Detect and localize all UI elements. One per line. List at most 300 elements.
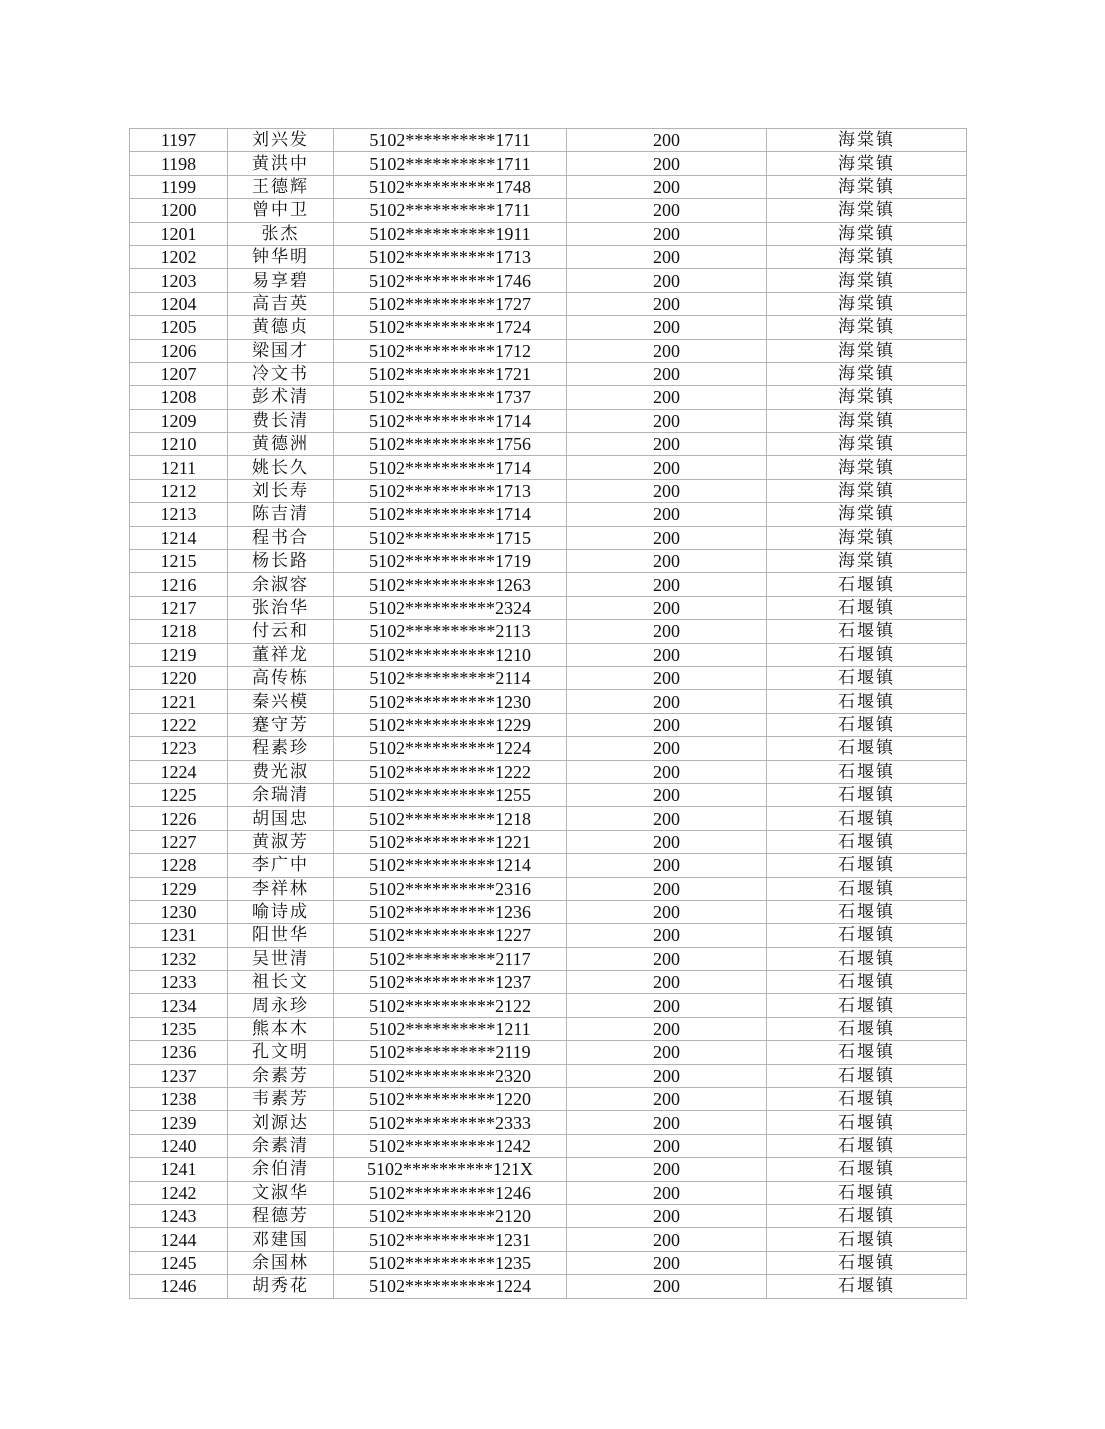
id-number-cell: 5102**********1715	[334, 526, 567, 549]
person-name-cell: 胡秀花	[228, 1275, 334, 1298]
amount-cell: 200	[567, 854, 767, 877]
row-number-cell: 1221	[130, 690, 228, 713]
amount-cell: 200	[567, 503, 767, 526]
id-number-cell: 5102**********1711	[334, 199, 567, 222]
person-name-cell: 孔文明	[228, 1041, 334, 1064]
table-row	[130, 643, 967, 666]
town-cell: 海棠镇	[767, 245, 967, 268]
row-number-cell: 1232	[130, 947, 228, 970]
town-cell: 石堰镇	[767, 737, 967, 760]
person-name-cell: 黄德贞	[228, 316, 334, 339]
town-cell: 石堰镇	[767, 690, 967, 713]
id-number-cell: 5102**********1210	[334, 643, 567, 666]
row-number-cell: 1231	[130, 924, 228, 947]
row-number-cell: 1239	[130, 1111, 228, 1134]
town-cell: 海棠镇	[767, 362, 967, 385]
town-cell: 石堰镇	[767, 1275, 967, 1298]
town-cell: 石堰镇	[767, 877, 967, 900]
id-number-cell: 5102**********1237	[334, 971, 567, 994]
amount-cell: 200	[567, 971, 767, 994]
person-name-cell: 余伯清	[228, 1158, 334, 1181]
amount-cell: 200	[567, 1275, 767, 1298]
id-number-cell: 5102**********1714	[334, 409, 567, 432]
town-cell: 石堰镇	[767, 971, 967, 994]
amount-cell: 200	[567, 924, 767, 947]
row-number-cell: 1198	[130, 152, 228, 175]
person-name-cell: 李祥林	[228, 877, 334, 900]
amount-cell: 200	[567, 1134, 767, 1157]
person-name-cell: 付云和	[228, 620, 334, 643]
amount-cell: 200	[567, 409, 767, 432]
amount-cell: 200	[567, 269, 767, 292]
amount-cell: 200	[567, 573, 767, 596]
table-row	[130, 1275, 967, 1298]
roster-table	[129, 128, 967, 1299]
row-number-cell: 1229	[130, 877, 228, 900]
row-number-cell: 1209	[130, 409, 228, 432]
town-cell: 石堰镇	[767, 854, 967, 877]
amount-cell: 200	[567, 433, 767, 456]
id-number-cell: 5102**********1222	[334, 760, 567, 783]
id-number-cell: 5102**********2114	[334, 666, 567, 689]
id-number-cell: 5102**********1229	[334, 713, 567, 736]
row-number-cell: 1203	[130, 269, 228, 292]
town-cell: 石堰镇	[767, 1064, 967, 1087]
id-number-cell: 5102**********2320	[334, 1064, 567, 1087]
amount-cell: 200	[567, 292, 767, 315]
town-cell: 石堰镇	[767, 620, 967, 643]
id-number-cell: 5102**********1712	[334, 339, 567, 362]
amount-cell: 200	[567, 877, 767, 900]
table-row	[130, 783, 967, 806]
person-name-cell: 阳世华	[228, 924, 334, 947]
person-name-cell: 刘长寿	[228, 479, 334, 502]
id-number-cell: 5102**********1214	[334, 854, 567, 877]
table-row	[130, 830, 967, 853]
amount-cell: 200	[567, 900, 767, 923]
id-number-cell: 5102**********1711	[334, 152, 567, 175]
town-cell: 石堰镇	[767, 1204, 967, 1227]
row-number-cell: 1222	[130, 713, 228, 736]
town-cell: 海棠镇	[767, 199, 967, 222]
table-row	[130, 947, 967, 970]
table-row	[130, 129, 967, 152]
person-name-cell: 李广中	[228, 854, 334, 877]
table-row	[130, 760, 967, 783]
town-cell: 海棠镇	[767, 456, 967, 479]
row-number-cell: 1206	[130, 339, 228, 362]
row-number-cell: 1211	[130, 456, 228, 479]
id-number-cell: 5102**********1727	[334, 292, 567, 315]
table-row	[130, 339, 967, 362]
town-cell: 海棠镇	[767, 152, 967, 175]
row-number-cell: 1205	[130, 316, 228, 339]
amount-cell: 200	[567, 830, 767, 853]
amount-cell: 200	[567, 1228, 767, 1251]
table-row	[130, 737, 967, 760]
town-cell: 海棠镇	[767, 222, 967, 245]
row-number-cell: 1202	[130, 245, 228, 268]
table-row	[130, 550, 967, 573]
amount-cell: 200	[567, 479, 767, 502]
table-row	[130, 1064, 967, 1087]
amount-cell: 200	[567, 760, 767, 783]
amount-cell: 200	[567, 643, 767, 666]
person-name-cell: 冷文书	[228, 362, 334, 385]
id-number-cell: 5102**********1724	[334, 316, 567, 339]
town-cell: 石堰镇	[767, 1088, 967, 1111]
amount-cell: 200	[567, 339, 767, 362]
person-name-cell: 费长清	[228, 409, 334, 432]
row-number-cell: 1197	[130, 129, 228, 152]
person-name-cell: 高吉英	[228, 292, 334, 315]
id-number-cell: 5102**********2119	[334, 1041, 567, 1064]
row-number-cell: 1223	[130, 737, 228, 760]
town-cell: 海棠镇	[767, 292, 967, 315]
id-number-cell: 5102**********2333	[334, 1111, 567, 1134]
person-name-cell: 张治华	[228, 596, 334, 619]
table-row	[130, 1134, 967, 1157]
roster-table-body	[130, 129, 967, 1299]
town-cell: 海棠镇	[767, 175, 967, 198]
town-cell: 海棠镇	[767, 526, 967, 549]
table-row	[130, 690, 967, 713]
table-row	[130, 596, 967, 619]
id-number-cell: 5102**********1721	[334, 362, 567, 385]
table-row	[130, 292, 967, 315]
id-number-cell: 5102**********1242	[334, 1134, 567, 1157]
town-cell: 石堰镇	[767, 1158, 967, 1181]
town-cell: 海棠镇	[767, 433, 967, 456]
town-cell: 石堰镇	[767, 713, 967, 736]
amount-cell: 200	[567, 199, 767, 222]
amount-cell: 200	[567, 1181, 767, 1204]
id-number-cell: 5102**********1746	[334, 269, 567, 292]
town-cell: 海棠镇	[767, 479, 967, 502]
person-name-cell: 程素珍	[228, 737, 334, 760]
row-number-cell: 1236	[130, 1041, 228, 1064]
amount-cell: 200	[567, 456, 767, 479]
amount-cell: 200	[567, 316, 767, 339]
amount-cell: 200	[567, 550, 767, 573]
person-name-cell: 蹇守芳	[228, 713, 334, 736]
amount-cell: 200	[567, 386, 767, 409]
person-name-cell: 钟华明	[228, 245, 334, 268]
town-cell: 石堰镇	[767, 1251, 967, 1274]
id-number-cell: 5102**********1227	[334, 924, 567, 947]
row-number-cell: 1237	[130, 1064, 228, 1087]
table-row	[130, 924, 967, 947]
person-name-cell: 余国林	[228, 1251, 334, 1274]
town-cell: 石堰镇	[767, 994, 967, 1017]
table-row	[130, 1228, 967, 1251]
town-cell: 石堰镇	[767, 1134, 967, 1157]
town-cell: 石堰镇	[767, 830, 967, 853]
town-cell: 石堰镇	[767, 924, 967, 947]
row-number-cell: 1220	[130, 666, 228, 689]
id-number-cell: 5102**********2113	[334, 620, 567, 643]
table-row	[130, 526, 967, 549]
id-number-cell: 5102**********1224	[334, 737, 567, 760]
row-number-cell: 1226	[130, 807, 228, 830]
row-number-cell: 1219	[130, 643, 228, 666]
amount-cell: 200	[567, 737, 767, 760]
row-number-cell: 1214	[130, 526, 228, 549]
table-row	[130, 409, 967, 432]
person-name-cell: 易享碧	[228, 269, 334, 292]
table-row	[130, 269, 967, 292]
table-row	[130, 456, 967, 479]
person-name-cell: 曾中卫	[228, 199, 334, 222]
amount-cell: 200	[567, 152, 767, 175]
row-number-cell: 1234	[130, 994, 228, 1017]
table-row	[130, 1088, 967, 1111]
person-name-cell: 胡国忠	[228, 807, 334, 830]
town-cell: 石堰镇	[767, 666, 967, 689]
person-name-cell: 余瑞清	[228, 783, 334, 806]
person-name-cell: 高传栋	[228, 666, 334, 689]
id-number-cell: 5102**********1220	[334, 1088, 567, 1111]
row-number-cell: 1227	[130, 830, 228, 853]
town-cell: 海棠镇	[767, 269, 967, 292]
table-row	[130, 503, 967, 526]
row-number-cell: 1235	[130, 1017, 228, 1040]
id-number-cell: 5102**********1713	[334, 245, 567, 268]
table-row	[130, 1251, 967, 1274]
table-row	[130, 433, 967, 456]
amount-cell: 200	[567, 1204, 767, 1227]
id-number-cell: 5102**********1748	[334, 175, 567, 198]
amount-cell: 200	[567, 175, 767, 198]
amount-cell: 200	[567, 1111, 767, 1134]
town-cell: 石堰镇	[767, 573, 967, 596]
id-number-cell: 5102**********1236	[334, 900, 567, 923]
town-cell: 海棠镇	[767, 503, 967, 526]
id-number-cell: 5102**********1711	[334, 129, 567, 152]
row-number-cell: 1244	[130, 1228, 228, 1251]
id-number-cell: 5102**********1737	[334, 386, 567, 409]
person-name-cell: 秦兴模	[228, 690, 334, 713]
town-cell: 海棠镇	[767, 316, 967, 339]
table-row	[130, 245, 967, 268]
id-number-cell: 5102**********121X	[334, 1158, 567, 1181]
town-cell: 石堰镇	[767, 596, 967, 619]
town-cell: 石堰镇	[767, 807, 967, 830]
amount-cell: 200	[567, 526, 767, 549]
person-name-cell: 余淑容	[228, 573, 334, 596]
row-number-cell: 1199	[130, 175, 228, 198]
id-number-cell: 5102**********2316	[334, 877, 567, 900]
town-cell: 石堰镇	[767, 1111, 967, 1134]
table-row	[130, 713, 967, 736]
row-number-cell: 1201	[130, 222, 228, 245]
id-number-cell: 5102**********1714	[334, 503, 567, 526]
person-name-cell: 杨长路	[228, 550, 334, 573]
table-row	[130, 362, 967, 385]
id-number-cell: 5102**********1756	[334, 433, 567, 456]
person-name-cell: 董祥龙	[228, 643, 334, 666]
row-number-cell: 1225	[130, 783, 228, 806]
person-name-cell: 刘兴发	[228, 129, 334, 152]
person-name-cell: 程德芳	[228, 1204, 334, 1227]
row-number-cell: 1241	[130, 1158, 228, 1181]
person-name-cell: 姚长久	[228, 456, 334, 479]
amount-cell: 200	[567, 1158, 767, 1181]
id-number-cell: 5102**********1211	[334, 1017, 567, 1040]
amount-cell: 200	[567, 947, 767, 970]
table-row	[130, 1204, 967, 1227]
town-cell: 海棠镇	[767, 409, 967, 432]
id-number-cell: 5102**********1235	[334, 1251, 567, 1274]
amount-cell: 200	[567, 690, 767, 713]
table-row	[130, 386, 967, 409]
amount-cell: 200	[567, 1064, 767, 1087]
id-number-cell: 5102**********1263	[334, 573, 567, 596]
town-cell: 石堰镇	[767, 900, 967, 923]
row-number-cell: 1245	[130, 1251, 228, 1274]
row-number-cell: 1224	[130, 760, 228, 783]
table-row	[130, 994, 967, 1017]
table-row	[130, 877, 967, 900]
row-number-cell: 1216	[130, 573, 228, 596]
person-name-cell: 邓建国	[228, 1228, 334, 1251]
table-row	[130, 620, 967, 643]
person-name-cell: 黄淑芳	[228, 830, 334, 853]
row-number-cell: 1246	[130, 1275, 228, 1298]
table-row	[130, 854, 967, 877]
row-number-cell: 1215	[130, 550, 228, 573]
id-number-cell: 5102**********2117	[334, 947, 567, 970]
amount-cell: 200	[567, 807, 767, 830]
person-name-cell: 吴世清	[228, 947, 334, 970]
id-number-cell: 5102**********1231	[334, 1228, 567, 1251]
row-number-cell: 1238	[130, 1088, 228, 1111]
row-number-cell: 1233	[130, 971, 228, 994]
person-name-cell: 彭术清	[228, 386, 334, 409]
amount-cell: 200	[567, 620, 767, 643]
town-cell: 海棠镇	[767, 550, 967, 573]
table-row	[130, 1017, 967, 1040]
amount-cell: 200	[567, 713, 767, 736]
table-row	[130, 666, 967, 689]
table-row	[130, 222, 967, 245]
town-cell: 石堰镇	[767, 760, 967, 783]
town-cell: 石堰镇	[767, 1017, 967, 1040]
table-row	[130, 971, 967, 994]
person-name-cell: 文淑华	[228, 1181, 334, 1204]
person-name-cell: 梁国才	[228, 339, 334, 362]
town-cell: 石堰镇	[767, 1041, 967, 1064]
amount-cell: 200	[567, 362, 767, 385]
amount-cell: 200	[567, 1251, 767, 1274]
amount-cell: 200	[567, 1017, 767, 1040]
table-row	[130, 175, 967, 198]
person-name-cell: 陈吉清	[228, 503, 334, 526]
town-cell: 石堰镇	[767, 1181, 967, 1204]
table-row	[130, 1041, 967, 1064]
row-number-cell: 1243	[130, 1204, 228, 1227]
town-cell: 海棠镇	[767, 339, 967, 362]
amount-cell: 200	[567, 596, 767, 619]
town-cell: 海棠镇	[767, 386, 967, 409]
table-row	[130, 1111, 967, 1134]
person-name-cell: 余素清	[228, 1134, 334, 1157]
id-number-cell: 5102**********1218	[334, 807, 567, 830]
person-name-cell: 程书合	[228, 526, 334, 549]
person-name-cell: 周永珍	[228, 994, 334, 1017]
id-number-cell: 5102**********1719	[334, 550, 567, 573]
id-number-cell: 5102**********1714	[334, 456, 567, 479]
row-number-cell: 1218	[130, 620, 228, 643]
person-name-cell: 费光淑	[228, 760, 334, 783]
person-name-cell: 熊本木	[228, 1017, 334, 1040]
person-name-cell: 张杰	[228, 222, 334, 245]
id-number-cell: 5102**********2120	[334, 1204, 567, 1227]
amount-cell: 200	[567, 1041, 767, 1064]
town-cell: 石堰镇	[767, 1228, 967, 1251]
id-number-cell: 5102**********2122	[334, 994, 567, 1017]
amount-cell: 200	[567, 666, 767, 689]
town-cell: 海棠镇	[767, 129, 967, 152]
table-row	[130, 199, 967, 222]
person-name-cell: 王德辉	[228, 175, 334, 198]
town-cell: 石堰镇	[767, 947, 967, 970]
person-name-cell: 韦素芳	[228, 1088, 334, 1111]
amount-cell: 200	[567, 783, 767, 806]
row-number-cell: 1213	[130, 503, 228, 526]
row-number-cell: 1228	[130, 854, 228, 877]
id-number-cell: 5102**********1230	[334, 690, 567, 713]
table-row	[130, 316, 967, 339]
table-row	[130, 807, 967, 830]
town-cell: 石堰镇	[767, 643, 967, 666]
table-row	[130, 1158, 967, 1181]
id-number-cell: 5102**********1224	[334, 1275, 567, 1298]
id-number-cell: 5102**********1911	[334, 222, 567, 245]
row-number-cell: 1212	[130, 479, 228, 502]
person-name-cell: 喻诗成	[228, 900, 334, 923]
row-number-cell: 1207	[130, 362, 228, 385]
row-number-cell: 1208	[130, 386, 228, 409]
table-row	[130, 573, 967, 596]
amount-cell: 200	[567, 994, 767, 1017]
town-cell: 石堰镇	[767, 783, 967, 806]
row-number-cell: 1240	[130, 1134, 228, 1157]
table-row	[130, 1181, 967, 1204]
row-number-cell: 1242	[130, 1181, 228, 1204]
row-number-cell: 1204	[130, 292, 228, 315]
amount-cell: 200	[567, 245, 767, 268]
id-number-cell: 5102**********1246	[334, 1181, 567, 1204]
person-name-cell: 黄洪中	[228, 152, 334, 175]
table-row	[130, 479, 967, 502]
id-number-cell: 5102**********1255	[334, 783, 567, 806]
id-number-cell: 5102**********2324	[334, 596, 567, 619]
id-number-cell: 5102**********1713	[334, 479, 567, 502]
amount-cell: 200	[567, 129, 767, 152]
row-number-cell: 1230	[130, 900, 228, 923]
id-number-cell: 5102**********1221	[334, 830, 567, 853]
amount-cell: 200	[567, 1088, 767, 1111]
person-name-cell: 余素芳	[228, 1064, 334, 1087]
table-row	[130, 152, 967, 175]
person-name-cell: 刘源达	[228, 1111, 334, 1134]
row-number-cell: 1200	[130, 199, 228, 222]
table-row	[130, 900, 967, 923]
person-name-cell: 黄德洲	[228, 433, 334, 456]
row-number-cell: 1210	[130, 433, 228, 456]
row-number-cell: 1217	[130, 596, 228, 619]
